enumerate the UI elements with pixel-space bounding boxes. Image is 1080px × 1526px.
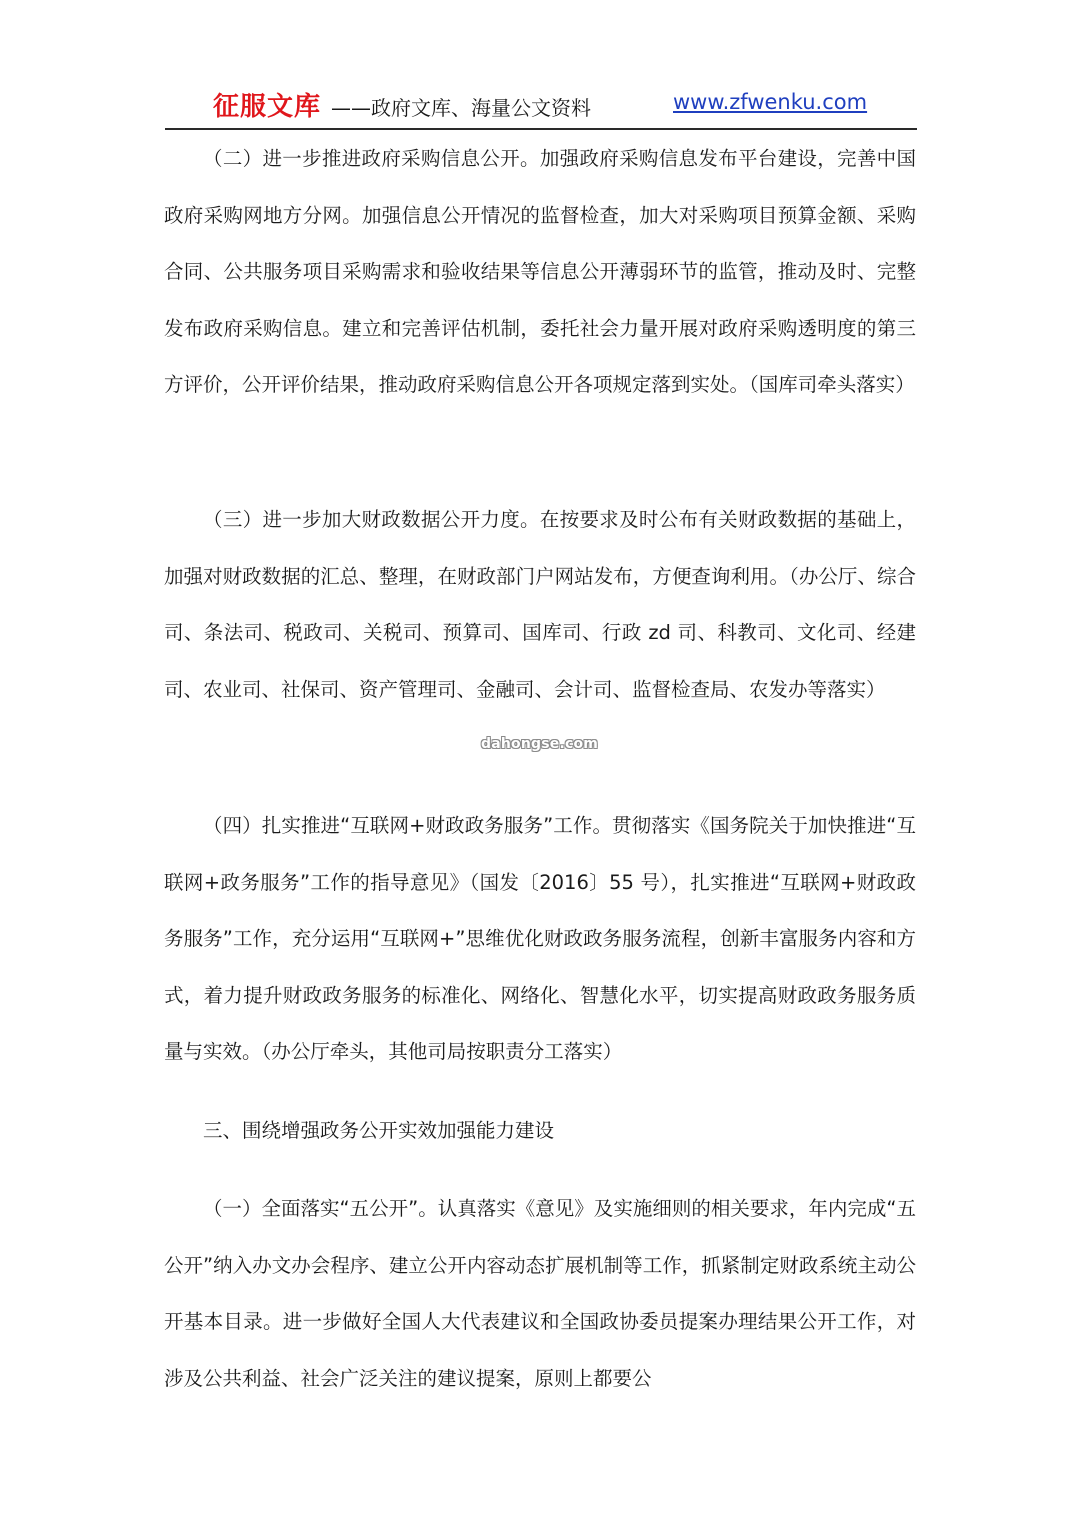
paragraph-five-disclosures <box>164 1181 916 1407</box>
paragraph-text: （四）扎实推进“互联网+财政政务服务”工作。贯彻落实《国务院关于加快推进“互联网+政务服务”工作的指导意见》（国发〔2016〕55 号），扎实推进“互联网+财政政务服务”工作，充分运用“互联网+”思维优化财政政务服务流程，创新丰富服务内容和方式，着力提升财政政务服务的标准化、网络化、智慧化水平，切实提高财政政务服务质量与实效。（办公厅牵头，其他司局按职责分工落实） <box>164 814 916 1063</box>
header-tagline: ——政府文库、海量公文资料 <box>331 96 591 120</box>
paragraph-text: （一）全面落实“五公开”。认真落实《意见》及实施细则的相关要求，年内完成“五公开”纳入办文办会程序、建立公开内容动态扩展机制等工作，抓紧制定财政系统主动公开基本目录。进一步做好全国人大代表建议和全国政协委员提案办理结果公开工作，对涉及公共利益、社会广泛关注的建议提案，原则上都要公 <box>164 1197 916 1390</box>
paragraph-fiscal-data <box>164 492 916 718</box>
paragraph-internet-plus <box>164 798 916 1081</box>
brand-logo-text: 征服文库 <box>213 92 322 122</box>
paragraph-text: （三）进一步加大财政数据公开力度。在按要求及时公布有关财政数据的基础上，加强对财政数据的汇总、整理，在财政部门户网站发布，方便查询利用。（办公厅、综合司、条法司、税政司、关税司、预算司、国库司、行政 zd 司、科教司、文化司、经建司、农业司、社保司、资产管理司、金融司、会计司、监督检查局、农发办等落实） <box>164 508 916 701</box>
section-heading <box>164 1103 916 1160</box>
site-url-link[interactable]: www.zfwenku.com <box>673 90 868 114</box>
paragraph-procurement-info <box>164 131 916 414</box>
page-header <box>165 84 917 130</box>
watermark-text: dahongse.com <box>481 736 599 752</box>
paragraph-text: （二）进一步推进政府采购信息公开。加强政府采购信息发布平台建设，完善中国政府采购网地方分网。加强信息公开情况的监督检查，加大对采购项目预算金额、采购合同、公共服务项目采购需求和验收结果等信息公开薄弱环节的监管，推动及时、完整发布政府采购信息。建立和完善评估机制，委托社会力量开展对政府采购透明度的第三方评价，公开评价结果，推动政府采购信息公开各项规定落到实处。（国库司牵头落实） <box>164 147 916 396</box>
section-heading-text: 三、围绕增强政务公开实效加强能力建设 <box>203 1119 555 1142</box>
